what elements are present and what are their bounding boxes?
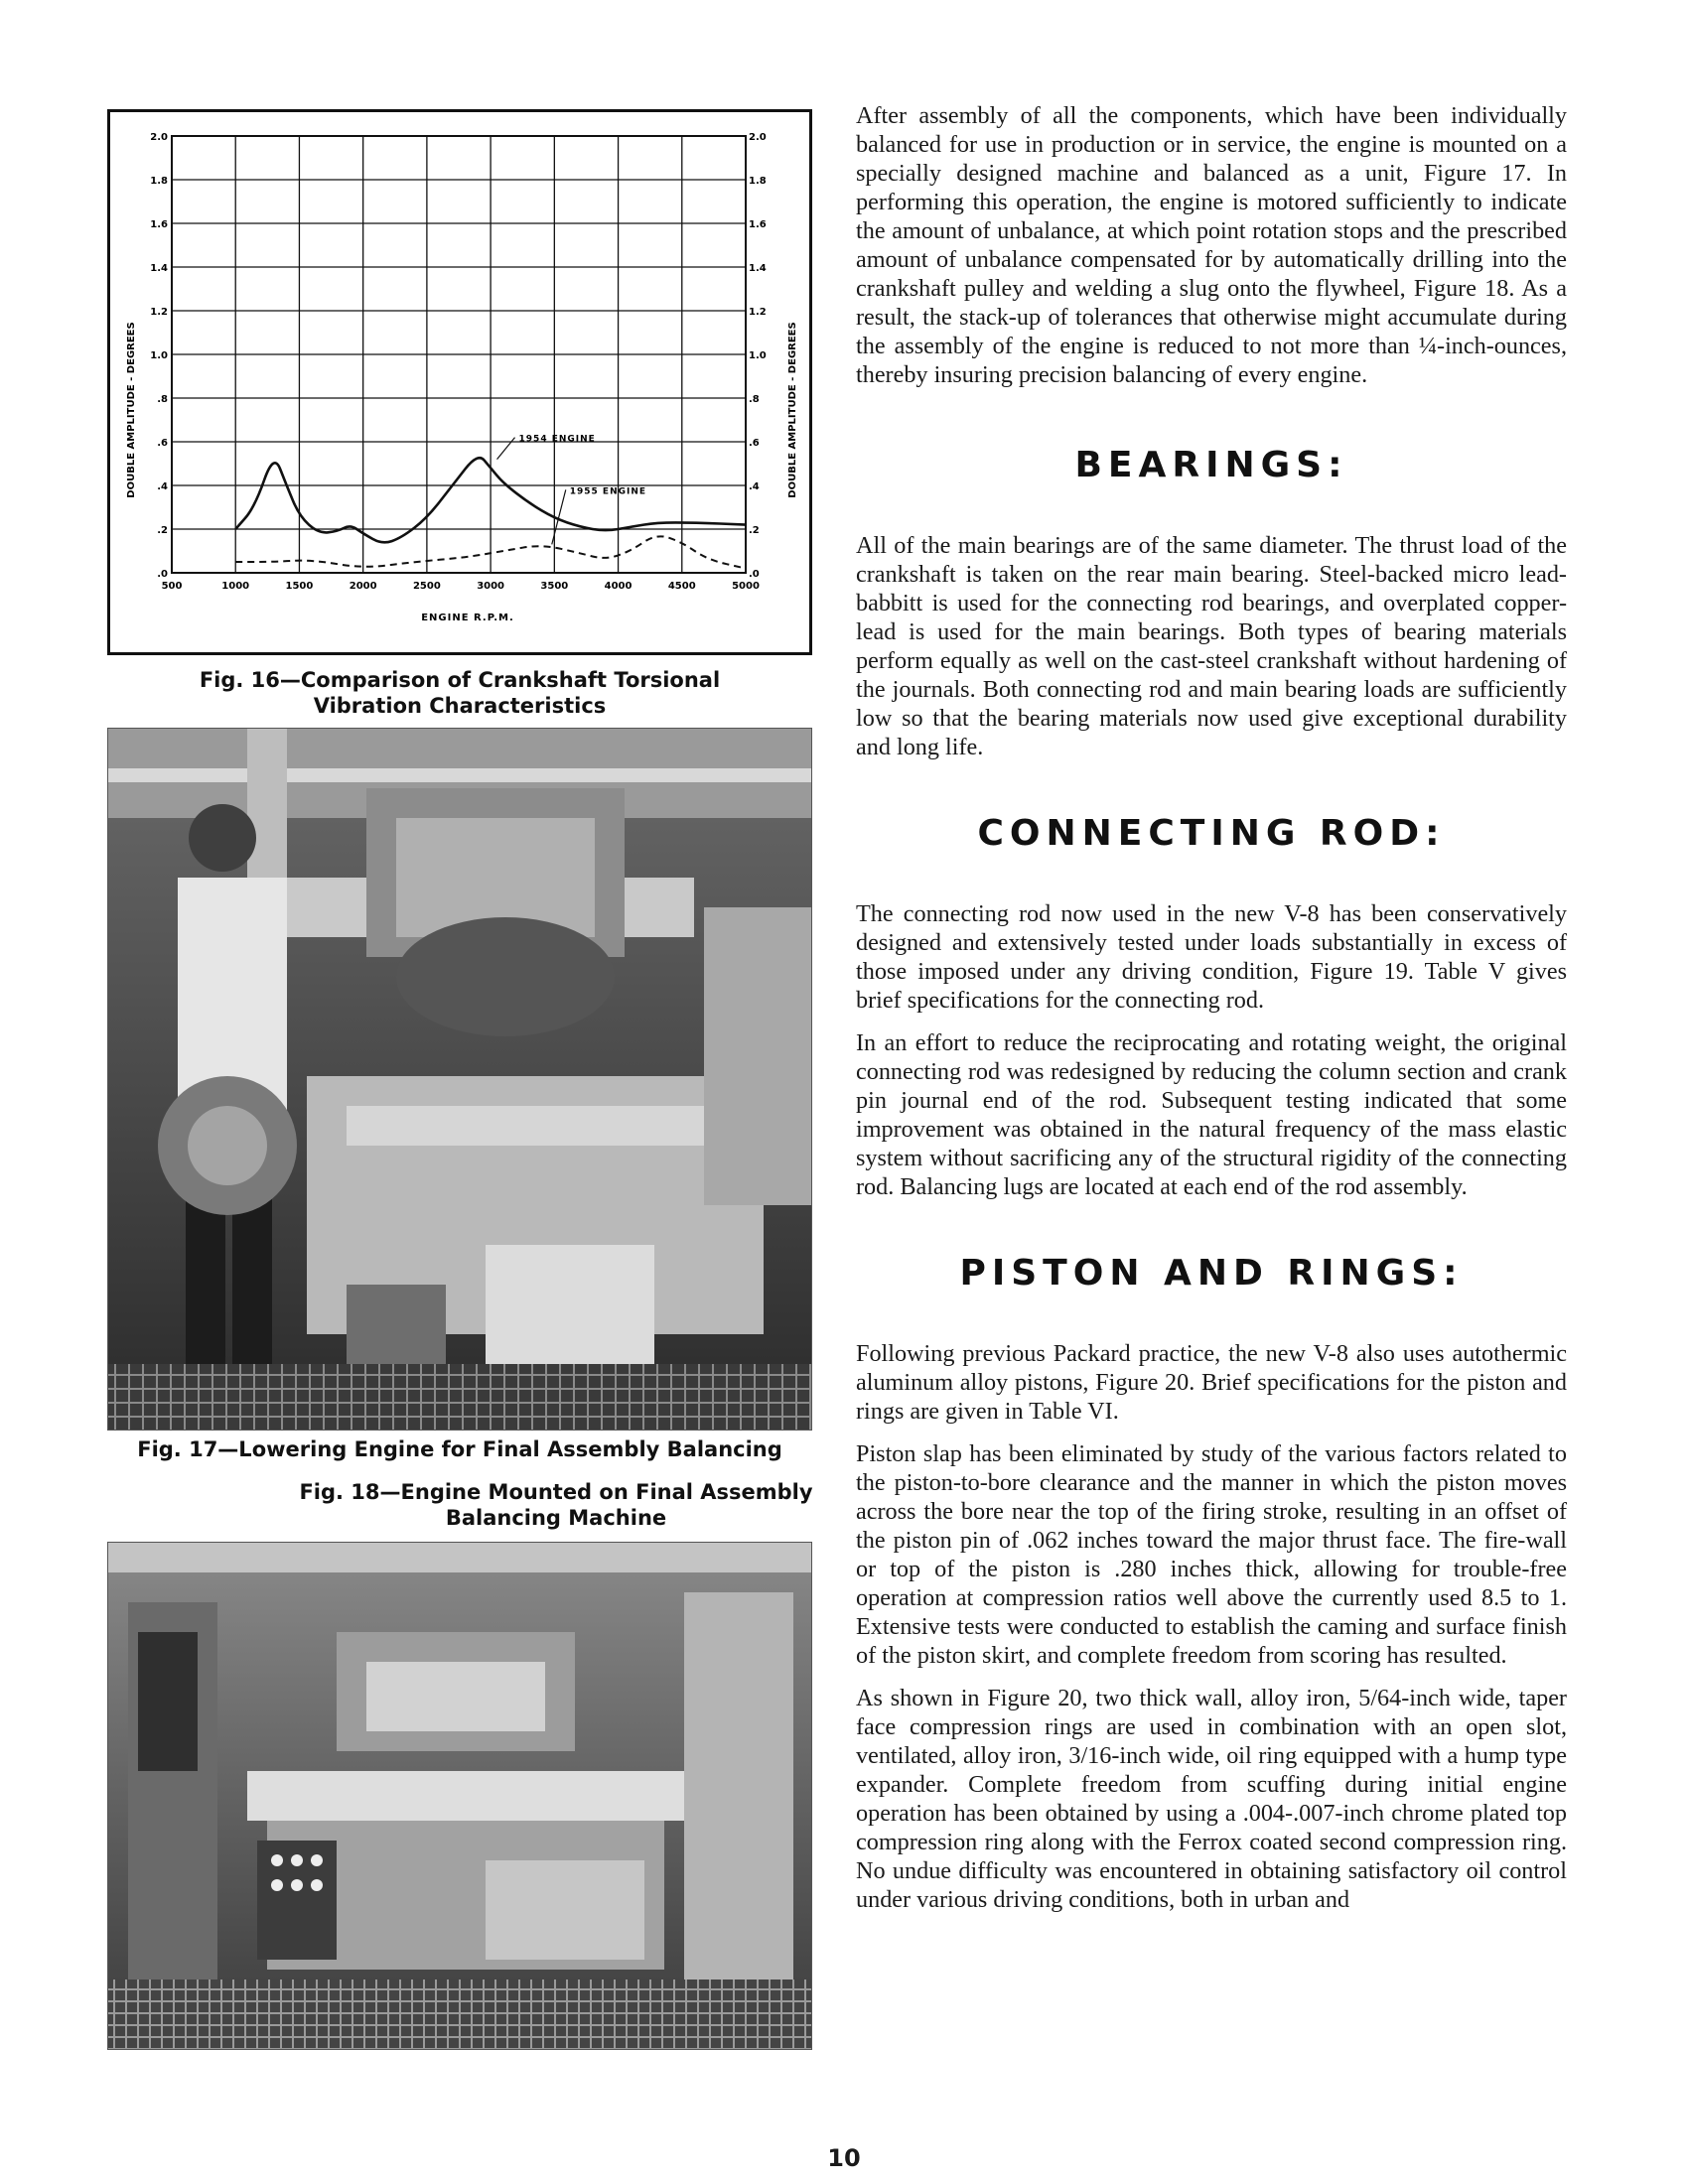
- fig17-photo-image: [108, 729, 811, 1430]
- y-tick-label-left: .4: [157, 481, 168, 492]
- y-tick-label-right: .6: [749, 438, 760, 449]
- y-tick-label-right: .4: [749, 481, 760, 492]
- piston-rings-heading: PISTON AND RINGS:: [959, 1253, 1464, 1294]
- y-tick-label-left: .8: [157, 394, 168, 405]
- x-tick-label: 5000: [732, 581, 760, 592]
- y-tick-label-right: 2.0: [749, 132, 767, 143]
- y-tick-label-right: 1.4: [749, 263, 767, 274]
- x-tick-label: 1000: [221, 581, 250, 592]
- x-tick-label: 4000: [604, 581, 633, 592]
- piston-paragraph-2: Piston slap has been eliminated by study of the various factors related to the piston-to-bore clearance and the manner in which the piston moves across the bore near the top of the firing stroke, resulting in an offset of the piston pin of .062 inches toward the major thrust face. The fire-wall or top of the piston is .280 inches thick, allowing for trouble-free operation at compression ratios well above the currently used 8.5 to 1. Extensive tests were conducted to establish the caming and surface finish of the piston skirt, and complete freedom from scoring has resulted.: [856, 1440, 1567, 1669]
- fig18-photo-image: [108, 1543, 811, 2049]
- y-tick-label-left: 1.8: [150, 176, 168, 187]
- fig16-caption: [107, 667, 812, 719]
- x-tick-label: 1500: [285, 581, 314, 592]
- y-axis-label-right: DOUBLE AMPLITUDE - DEGREES: [787, 322, 798, 498]
- y-tick-label-right: 1.2: [749, 307, 767, 318]
- piston-paragraph-1: Following previous Packard practice, the new V-8 also uses autothermic aluminum alloy pistons, Figure 20. Brief specifications for the piston and rings are given in Table VI.: [856, 1340, 1567, 1425]
- y-axis-label-left: DOUBLE AMPLITUDE - DEGREES: [126, 322, 137, 498]
- y-tick-label-right: 1.0: [749, 350, 767, 361]
- connecting-rod-paragraph-2: In an effort to reduce the reciprocating and rotating weight, the original connecting rod was redesigned by reducing the column section and crank pin journal end of the rod. Subsequent testing indicated that some improvement was obtained in the natural frequency of the mass elastic system without sacrificing any of the structural rigidity of the connecting rod. Balancing lugs are located at each end of the rod assembly.: [856, 1029, 1567, 1200]
- y-tick-label-left: 1.6: [150, 219, 168, 230]
- fig18-photo: [107, 1542, 812, 2050]
- y-tick-label-right: .2: [749, 525, 760, 536]
- y-tick-label-right: 1.8: [749, 176, 767, 187]
- right-column: [856, 101, 1567, 1928]
- x-tick-label: 3500: [540, 581, 569, 592]
- bearings-paragraph: All of the main bearings are of the same diameter. The thrust load of the crankshaft is taken on the rear main bearing. Steel-backed micro lead-babbitt is used for the connecting rod bearings, and overplated copper-lead is used for the main bearings. Both types of bearing materials perform equally as well on the cast-steel crankshaft without hardening of the journals. Both connecting rod and main bearing loads are sufficiently low so that the bearing materials now used give exceptional durability and long life.: [856, 532, 1567, 760]
- fig17-caption: Fig. 17—Lowering Engine for Final Assembly Balancing: [137, 1437, 782, 1461]
- y-tick-label-left: .0: [157, 569, 168, 580]
- annotation-1955-engine: 1955 ENGINE: [569, 486, 647, 497]
- y-tick-label-left: 2.0: [150, 132, 168, 143]
- intro-paragraph: After assembly of all the components, which have been individually balanced for use in production or in service, the engine is mounted on a specially designed machine and balanced as a unit, Figure 17. In performing this operation, the engine is motored sufficiently to indicate the amount of unbalance, at which point rotation stops and the prescribed amount of unbalance compensated for by automatically drilling into the crankshaft pulley and welding a slug onto the flywheel, Figure 18. As a result, the stack-up of tolerances that otherwise might accumulate during the assembly of the engine is reduced to not more than ¼-inch-ounces, thereby insuring precision balancing of every engine.: [856, 102, 1567, 388]
- x-tick-label: 4500: [667, 581, 696, 592]
- annotation-leader-1954: [497, 438, 515, 460]
- x-axis-label: ENGINE R.P.M.: [421, 613, 514, 623]
- fig16-caption-line2: Vibration Characteristics: [313, 694, 607, 718]
- y-tick-label-left: 1.2: [150, 307, 168, 318]
- fig16-caption-line1: Fig. 16—Comparison of Crankshaft Torsional: [199, 668, 721, 692]
- fig18-caption-line1: Fig. 18—Engine Mounted on Final Assembly: [299, 1480, 813, 1504]
- y-tick-label-left: 1.0: [150, 350, 168, 361]
- connecting-rod-paragraph-1: The connecting rod now used in the new V-8 has been conservatively designed and extensively tested under loads substantially in excess of those imposed under any driving condition, Figure 19. Table V gives brief specifications for the connecting rod.: [856, 900, 1567, 1014]
- y-tick-label-left: .2: [157, 525, 168, 536]
- y-tick-label-right: .0: [749, 569, 760, 580]
- y-tick-label-right: 1.6: [749, 219, 767, 230]
- connecting-rod-heading: CONNECTING ROD:: [977, 813, 1446, 854]
- annotation-1954-engine: 1954 ENGINE: [518, 434, 596, 445]
- y-tick-label-left: 1.4: [150, 263, 168, 274]
- torsional-vibration-chart: [110, 112, 809, 652]
- y-tick-label-left: .6: [157, 438, 168, 449]
- fig18-caption: [298, 1479, 814, 1531]
- bearings-heading: BEARINGS:: [1074, 445, 1348, 485]
- x-tick-label: 2500: [412, 581, 441, 592]
- y-tick-label-right: .8: [749, 394, 760, 405]
- fig16-chart-frame: [107, 109, 812, 655]
- fig17-photo: [107, 728, 812, 1431]
- fig18-caption-line2: Balancing Machine: [445, 1506, 667, 1530]
- x-tick-label: 3000: [477, 581, 505, 592]
- x-tick-label: 2000: [349, 581, 377, 592]
- x-tick-label: 500: [161, 581, 183, 592]
- page-number: 10: [827, 2144, 861, 2172]
- piston-paragraph-3: As shown in Figure 20, two thick wall, alloy iron, 5/64-inch wide, taper face compression rings are used in combination with an open slot, ventilated, alloy iron, 3/16-inch wide, oil ring equipped with a hump type expander. Complete freedom from scuffing during initial engine operation has been obtained by using a .004-.007-inch chrome plated top compression ring along with the Ferrox coated second compression ring. No undue difficulty was encountered in obtaining satisfactory oil control under various driving conditions, both in urban and: [856, 1685, 1567, 1913]
